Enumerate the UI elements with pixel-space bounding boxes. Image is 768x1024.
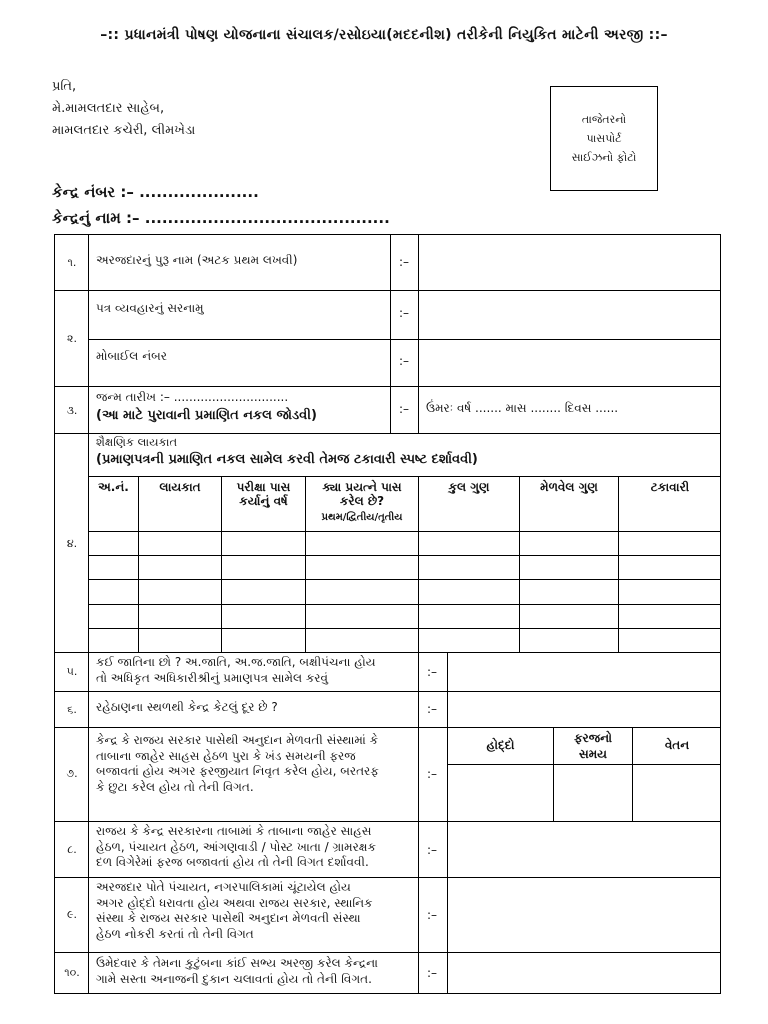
ration-shop-label-line-1: ઉમેદવાર કે તેમના કુટુંબના કાંઈ સભ્ય અરજી કરેલ કેન્દ્રના bbox=[96, 956, 379, 970]
photo-box-line-3: સાઈઝનો ફોટો bbox=[571, 151, 637, 164]
kendra-number: કેન્દ્ર નંબર :– ..................... bbox=[52, 183, 259, 201]
colon: :– bbox=[398, 402, 410, 416]
govt-service-field[interactable] bbox=[448, 765, 720, 821]
photo-box-line-1: તાજેતરનો bbox=[581, 113, 627, 126]
row-divider bbox=[88, 476, 721, 477]
row-number: ૧૦. bbox=[64, 966, 80, 979]
elected-post-label-line-2: અગર હોદ્દો ધરાવતા હોય અથવા રાજય સરકાર, સ્થાનિક bbox=[96, 895, 373, 910]
row-number: ૫. bbox=[66, 665, 78, 678]
govt-service-label-line-3: બજાવતાં હોય અગર ફરજીયાત નિવૃત કરેલ હોય, બરતરફ bbox=[96, 764, 379, 778]
photo-box bbox=[550, 86, 658, 191]
other-duty-label bbox=[96, 824, 412, 871]
birth-proof-note: (આ માટે પુરાવાની પ્રમાણિત નકલ જોડવી) bbox=[96, 408, 317, 423]
caste-field[interactable] bbox=[448, 653, 720, 691]
colon: :– bbox=[426, 665, 438, 679]
form-title: –:: પ્રધાનમંત્રી પોષણ યોજનાના સંચાલક/રસોઇયા(મદદનીશ) તરીકેની નિયુકિત માટેની અરજી ::– bbox=[100, 27, 668, 43]
edu-header-percentage: ટકાવારી bbox=[650, 480, 690, 494]
photo-box-line-2: પાસપોર્ટ bbox=[586, 132, 622, 145]
ration-shop-field[interactable] bbox=[448, 953, 720, 993]
edu-header-attempt-line-1: ક્યા પ્રયત્ને પાસ bbox=[322, 480, 402, 494]
row-number: ૭. bbox=[66, 767, 78, 780]
service-header-post: હોદ્દો bbox=[486, 738, 515, 752]
age-field[interactable]: ઉંમરઃ વર્ષ ....... માસ ........ દિવસ ...... bbox=[426, 401, 619, 415]
other-duty-field[interactable] bbox=[448, 822, 720, 877]
distance-label: રહેઠાણના સ્થળથી કેન્દ્ર કેટલું દૂર છે ? bbox=[96, 700, 278, 714]
row-number: ૨. bbox=[67, 332, 77, 345]
ration-shop-label bbox=[96, 956, 412, 987]
education-label: શૈક્ષણિક લાયકાત bbox=[96, 435, 178, 449]
edu-header-year bbox=[222, 480, 305, 508]
govt-service-label-line-4: કે છુટા કરેલ હોય તો તેની વિગત. bbox=[96, 779, 254, 794]
row-divider bbox=[54, 433, 721, 434]
colon: :– bbox=[426, 767, 438, 781]
colon: :– bbox=[426, 966, 438, 980]
postal-address-label: પત્ર વ્યવહારનું સરનામુ bbox=[96, 301, 204, 315]
education-note: (પ્રમાણપત્રની પ્રમાણિત નકલ સામેલ કરવી તેમજ ટકાવારી સ્પષ્ટ દર્શાવવી) bbox=[96, 452, 478, 467]
elected-post-label-line-4: હેઠળ નોકરી કરતાં તો તેની વિગત bbox=[96, 926, 254, 941]
edu-header-obtained-marks: મેળવેલ ગુણ bbox=[540, 480, 598, 494]
other-duty-label-line-1: રાજય કે કેન્દ્ર સરકારના તાબામાં કે તાબાના જાહેર સાહસ bbox=[96, 824, 372, 838]
address-block bbox=[52, 76, 195, 142]
other-duty-label-line-3: દળ વિગેરેમાં ફરજ બજાવતાં હોય તો તેની વિગત દર્શાવવી. bbox=[96, 855, 369, 869]
edu-header-attempt bbox=[306, 480, 418, 525]
mobile-number-field[interactable] bbox=[419, 340, 720, 386]
elected-post-label bbox=[96, 880, 412, 942]
edu-header-total-marks: કુલ ગુણ bbox=[448, 480, 490, 494]
elected-post-field[interactable] bbox=[448, 878, 720, 952]
service-header-salary: વેતન bbox=[664, 738, 690, 752]
govt-service-label-line-2: તાબાના જાહેર સાહસ હેઠળ પુરા કે ખંડ સમયની ફરજ bbox=[96, 748, 356, 763]
govt-service-label-line-1: કેન્દ્ર કે રાજય સરકાર પાસેથી અનુદાન મેળવતી સંસ્થામાં કે bbox=[96, 733, 379, 747]
full-name-label: અરજદારનું પુરૂ નામ (અટક પ્રથમ લખવી) bbox=[96, 253, 298, 267]
edu-header-year-line-2: કર્યાનું વર્ષ bbox=[239, 494, 288, 508]
service-header-duty-time-line-2: સમય bbox=[578, 747, 608, 761]
edu-header-qualification: લાયકાત bbox=[159, 480, 201, 494]
caste-label bbox=[96, 655, 412, 686]
elected-post-label-line-1: અરજદાર પોતે પંચાયત, નગરપાલિકામાં ચૂંટાયેલ હોય bbox=[96, 880, 351, 894]
row-number: ૯. bbox=[66, 908, 77, 921]
full-name-field[interactable] bbox=[419, 235, 720, 290]
birth-date-label: જન્મ તારીખ :– .............................. bbox=[96, 390, 289, 404]
colon: :– bbox=[398, 255, 410, 269]
address-line-3: મામલતદાર કચેરી, લીમખેડા bbox=[52, 123, 196, 138]
govt-service-label bbox=[96, 733, 412, 795]
mobile-number-label: મોબાઈલ નંબર bbox=[96, 349, 167, 363]
other-duty-label-line-2: હેઠળ, પંચાયત હેઠળ, આંગણવાડી / પોસ્ટ ખાતા / ગ્રામરક્ષક bbox=[96, 839, 376, 854]
ration-shop-label-line-2: ગામે સસ્તા અનાજની દુકાન ચલાવતાં હોય તો તેની વિગત. bbox=[96, 971, 372, 986]
education-entries[interactable] bbox=[89, 532, 721, 652]
caste-label-line-1: કઈ જાતિના છો ? અ.જાતિ, અ.જ.જાતિ, બક્ષીપંચના હોય bbox=[96, 655, 376, 669]
colon: :– bbox=[426, 843, 438, 857]
edu-header-attempt-line-3: પ્રથમ/દ્વિતીય/તૃતીય bbox=[321, 512, 403, 523]
row-number: ૪. bbox=[66, 537, 78, 550]
address-line-2: મે.મામલતદાર સાહેબ, bbox=[52, 101, 165, 116]
row-divider bbox=[54, 727, 721, 728]
address-line-1: પ્રતિ, bbox=[52, 79, 77, 94]
elected-post-label-line-3: સંસ્થા કે રાજય સરકાર પાસેથી અનુદાન મેળવતી સંસ્થા bbox=[96, 911, 361, 925]
row-number: ૩. bbox=[66, 404, 78, 417]
row-number: ૮. bbox=[67, 843, 77, 856]
edu-header-year-line-1: પરીક્ષા પાસ bbox=[236, 480, 291, 494]
service-header-duty-time bbox=[554, 730, 632, 762]
row-number: ૬. bbox=[67, 703, 77, 716]
kendra-name: કેન્દ્રનું નામ :– ........................................... bbox=[52, 209, 390, 227]
edu-header-attempt-line-2: કરેલ છે? bbox=[339, 494, 385, 508]
colon: :– bbox=[398, 306, 410, 320]
distance-field[interactable] bbox=[448, 692, 720, 727]
colon: :– bbox=[426, 908, 438, 922]
edu-header-sr: અ.નં. bbox=[98, 480, 129, 494]
colon: :– bbox=[426, 702, 438, 716]
colon: :– bbox=[398, 354, 410, 368]
row-divider bbox=[54, 386, 721, 387]
caste-label-line-2: તો અધિકૃત અધિકારીશ્રીનું પ્રમાણપત્ર સામેલ કરવું bbox=[96, 670, 328, 685]
row-number: ૧. bbox=[67, 256, 77, 269]
postal-address-field[interactable] bbox=[419, 291, 720, 339]
service-header-duty-time-line-1: ફરજનો bbox=[573, 731, 613, 745]
